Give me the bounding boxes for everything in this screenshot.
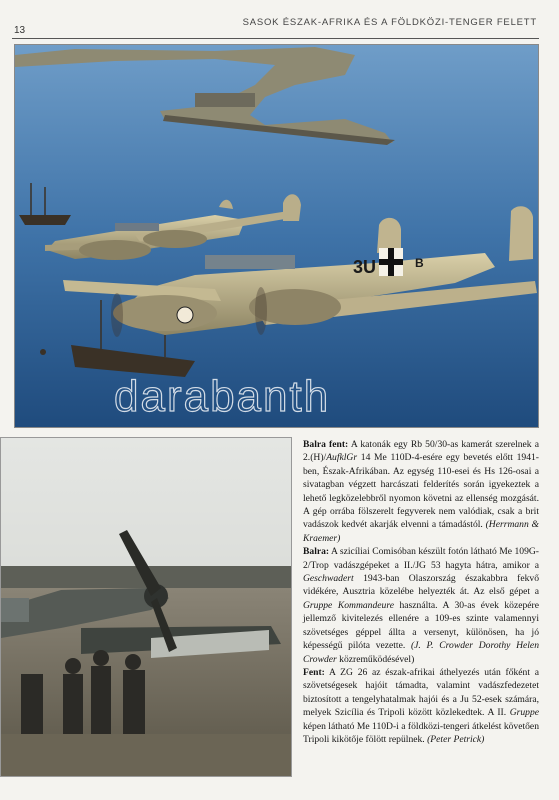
caption-text: 1943-ban Olaszország északabbra fekvő vidékére, Ausztria közelébe helyezték át. Az első gépet a [303,573,539,598]
caption-text: A katonák egy Rb 50/30-as kamerát szerelnek a 2.(H)/ [303,439,539,464]
caption-italic-text: AufklGr [326,452,358,464]
caption-left [303,545,539,666]
caption-top [303,666,539,746]
caption-italic-text: Gruppe Kommandeure [303,599,394,611]
caption-text: 14 Me 110D-4-esére egy bevetés előtt 1941-ben, Észak-Afrikában. Az egység 110-esei és Hs 126-osai a sivatagban végzett harcászati felderítés során igyekeztek a lehető legközelebbről nyomon követni az ellenség mozgását. A gép orrába fölszerelt fegyverek nem valódiak, csak a brit vadászok kedvét akarják elvenni a támadástól. [303,452,539,531]
caption-text: A szicíliai Comisóban készült fotón látható Me 109G-2/Trop vadászgépeket a II./JG 53 hagyta hátra, amikor a [303,546,539,571]
caption-left-top [303,438,539,545]
photo-aircraft-on-airfield [0,437,292,777]
aircraft-letter: B [415,256,424,270]
running-header: SASOK ÉSZAK-AFRIKA ÉS A FÖLDKÖZI-TENGER FELETT [242,17,537,28]
captions [303,438,539,746]
caption-italic-text: (Peter Petrick) [427,733,485,745]
aircraft-code: 3U [353,257,377,277]
caption-italic-text: (Herrmann & Kraemer) [303,519,539,544]
caption-text: képen látható Me 110D-i a földközi-tengeri átkelést követően Tripoli kikötője fölött repülnek. [303,720,539,745]
caption-text: A ZG 26 az észak-afrikai áthelyezés után főként a szövetségesek hajóit támadta, valamint vadászfedezetet biztosított a tengelyhatalmak hajói és a Ju 52-esek számára, melyek Szicília és Tripoli között közlekedtek. A II. [303,666,539,719]
watermark: darabanth [114,372,331,421]
header-rule [12,38,539,39]
caption-text: közreműködésével) [336,653,415,665]
photo-aircraft-over-harbour [14,44,539,428]
caption-text: használta. A 30-as évek közepére jellemző kivitelezés ellenére a 109-es szinte valamennyi szövetséges géppel állta a versenyt, különösen, ha jó képességű pilóta vezette. [303,599,540,652]
caption-label: Balra: [303,546,330,558]
caption-label: Fent: [303,666,325,678]
caption-italic-text: Gruppe [509,707,539,719]
page-number: 13 [14,25,26,36]
caption-italic-text: (J. P. Crowder Dorothy Helen Crowder [303,640,539,665]
caption-label: Balra fent: [303,439,349,450]
caption-italic-text: Geschwadert [303,573,354,585]
